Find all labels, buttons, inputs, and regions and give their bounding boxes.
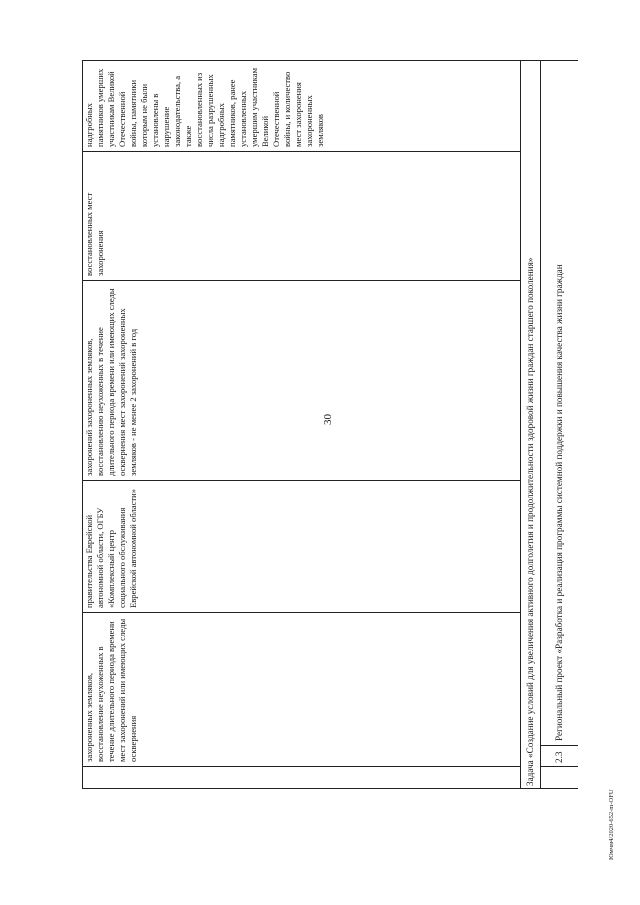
- table-right-border: [82, 60, 578, 61]
- col5-border: [82, 151, 520, 152]
- project-row-number: 2.3: [554, 751, 564, 763]
- task-row: Задача «Создание условий для увеличения активного долголетия и продолжительности здоровой жизни граждан старшего поколения»: [525, 257, 535, 786]
- cell-executors: правительства Еврейской автономной области, ОГБУ «Комплексный центр социального обслуживания Еврейской автономной области»: [84, 488, 138, 608]
- task-row-top-border: [520, 61, 521, 789]
- cell-result: захоронений захороненных земляков, восстановлению неухоженных в течение длительного периода времени или имеющих следы осквернения мест захоронений захороненных земляков - не менее 2 захоронений в год: [84, 288, 138, 476]
- col3-border: [82, 480, 520, 481]
- cell-description: захороненных земляков, восстановление неухоженных в течение длительного периода времени мест захоронений или имеющих следы осквернения: [84, 618, 138, 762]
- num-column-border: [82, 766, 520, 767]
- project-row-top-border: [540, 61, 541, 789]
- table-left-border: [82, 788, 578, 789]
- project-row-title: Региональный проект «Разработка и реализация программы системной поддержки и повышения качества жизни граждан: [554, 264, 564, 741]
- col2-border: [82, 612, 520, 613]
- page-number: 30: [322, 414, 334, 425]
- cell-indicator: восстановленных мест захоронения: [84, 192, 105, 276]
- project-num-right-border: [540, 745, 578, 746]
- rotated-table: [82, 61, 578, 789]
- document-code: Юмчм4/2020-652-m-OFU: [608, 789, 615, 860]
- col4-border: [82, 280, 520, 281]
- project-num-border: [540, 766, 578, 767]
- cell-indicator-detail: надгробных памятников умерших участникам Великой Отечественной войны, памятники которым не были установлены в нарушение законодательства, а также восстановленных из числа разрушенных надгробных памятников, ранее установленных умершим участникам Великой Отечественной войны, и количество мест захоронения захороненных земляков: [84, 67, 325, 147]
